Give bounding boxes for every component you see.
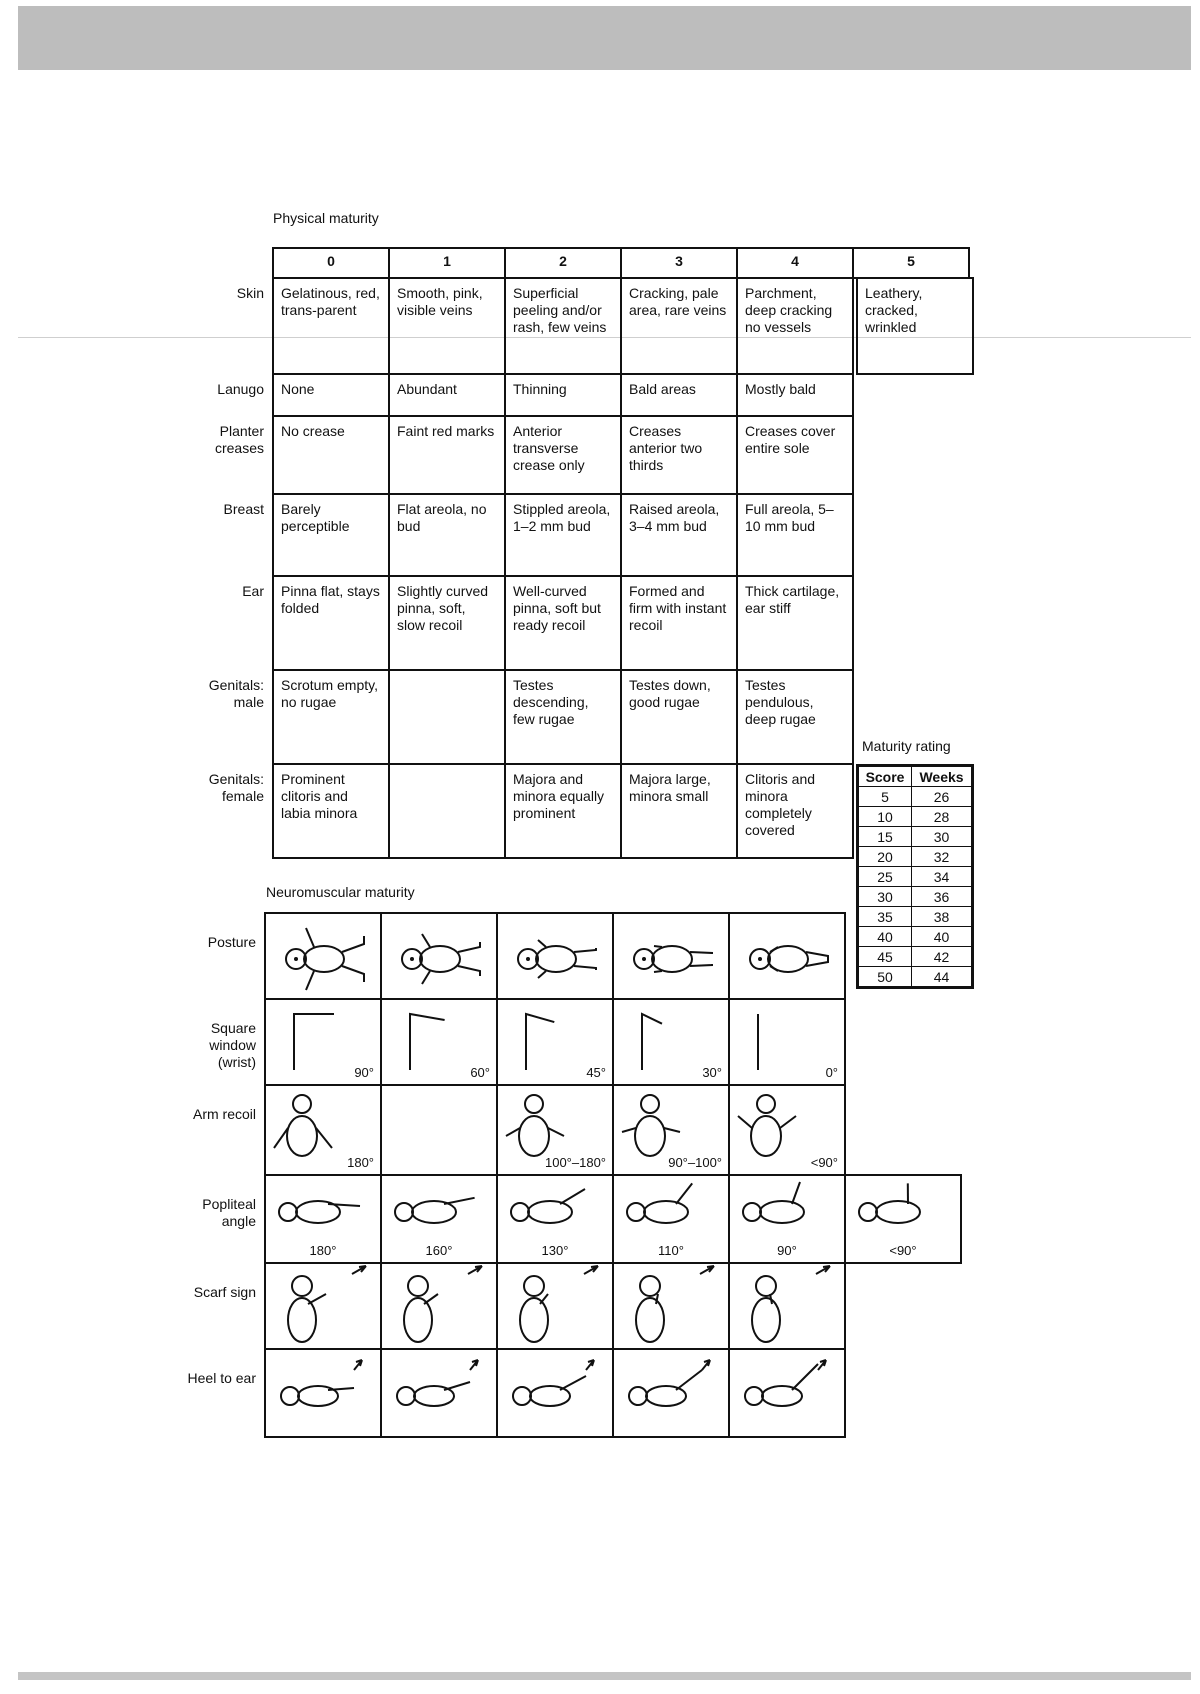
neuromuscular-maturity-title: Neuromuscular maturity [266, 884, 415, 900]
sketch-icon [266, 1350, 384, 1438]
neuro-cell [728, 912, 846, 1000]
angle-caption: 100°–180° [544, 1155, 606, 1170]
neuro-cell [264, 1348, 382, 1438]
score-column-header: 4 [736, 247, 854, 279]
angle-caption: 160° [425, 1243, 453, 1258]
score-column-header: 0 [272, 247, 390, 279]
sketch-icon [266, 914, 384, 1000]
neuro-row-label: Heel to ear [187, 1370, 256, 1386]
physical-cell: Full areola, 5–10 mm bud [736, 493, 854, 577]
rating-row [859, 947, 972, 967]
physical-row-label: Genitals: male [208, 677, 264, 710]
rating-row [859, 867, 972, 887]
sketch-icon [614, 1350, 732, 1438]
weeks-value: 28 [912, 807, 972, 827]
weeks-value: 42 [912, 947, 972, 967]
angle-caption: 110° [658, 1243, 684, 1258]
angle-caption: 60° [470, 1065, 490, 1080]
neuro-row-label: Arm recoil [192, 1106, 256, 1122]
neuro-cell [612, 1084, 730, 1176]
neuro-cell [496, 912, 614, 1000]
physical-cell: Creases cover entire sole [736, 415, 854, 495]
physical-row-label: Skin [236, 285, 264, 301]
physical-cell: Faint red marks [388, 415, 506, 495]
angle-caption: 90°–100° [668, 1155, 722, 1170]
score-column-header: 5 [852, 247, 970, 279]
physical-cell: Pinna flat, stays folded [272, 575, 390, 671]
physical-cell: Stippled areola, 1–2 mm bud [504, 493, 622, 577]
angle-caption: 90° [354, 1065, 374, 1080]
neuro-cell [496, 1174, 614, 1264]
neuro-cell [496, 1262, 614, 1350]
physical-cell: Anterior transverse crease only [504, 415, 622, 495]
score-value: 35 [859, 907, 912, 927]
neuro-cell [728, 998, 846, 1086]
physical-cell: Smooth, pink, visible veins [388, 277, 506, 375]
score-value: 25 [859, 867, 912, 887]
physical-cell [388, 763, 506, 859]
angle-caption: 180° [309, 1243, 337, 1258]
neuro-cell [264, 1262, 382, 1350]
neuro-cell [380, 912, 498, 1000]
score-value: 50 [859, 967, 912, 987]
weeks-header: Weeks [912, 767, 972, 787]
score-column-header: 2 [504, 247, 622, 279]
neuro-cell [496, 998, 614, 1086]
score-value: 45 [859, 947, 912, 967]
sketch-icon [498, 1264, 616, 1350]
weeks-value: 38 [912, 907, 972, 927]
physical-cell: Scrotum empty, no rugae [272, 669, 390, 765]
score-value: 10 [859, 807, 912, 827]
sketch-icon [730, 1350, 848, 1438]
physical-cell: Testes down, good rugae [620, 669, 738, 765]
rating-row [859, 927, 972, 947]
rating-row [859, 827, 972, 847]
rating-row [859, 787, 972, 807]
neuro-cell [264, 1174, 382, 1264]
score-value: 15 [859, 827, 912, 847]
physical-row-label: Lanugo [217, 381, 264, 397]
neuro-cell [380, 1084, 498, 1176]
neuro-cell [728, 1084, 846, 1176]
weeks-value: 34 [912, 867, 972, 887]
neuro-cell [612, 1262, 730, 1350]
top-gray-bar [18, 6, 1191, 70]
neuro-cell [612, 998, 730, 1086]
physical-cell: Formed and firm with instant recoil [620, 575, 738, 671]
rating-row [859, 807, 972, 827]
neuro-row-label: Square window (wrist) [209, 1020, 256, 1070]
physical-cell: Bald areas [620, 373, 738, 417]
score-value: 20 [859, 847, 912, 867]
score-header: Score [859, 767, 912, 787]
angle-caption: 30° [702, 1065, 722, 1080]
neuro-cell [844, 1174, 962, 1264]
weeks-value: 36 [912, 887, 972, 907]
physical-cell: Gelatinous, red, trans-parent [272, 277, 390, 375]
neuro-cell [380, 1348, 498, 1438]
physical-cell: Creases anterior two thirds [620, 415, 738, 495]
physical-cell: Flat areola, no bud [388, 493, 506, 577]
neuro-cell [612, 1174, 730, 1264]
maturity-rating-table [856, 764, 974, 989]
neuro-cell [380, 998, 498, 1086]
sketch-icon [382, 1350, 500, 1438]
neuro-cell [380, 1174, 498, 1264]
rating-row [859, 887, 972, 907]
sketch-icon [382, 914, 500, 1000]
angle-caption: 45° [586, 1065, 606, 1080]
physical-cell: Prominent clitoris and labia minora [272, 763, 390, 859]
bottom-gray-bar [18, 1672, 1191, 1680]
sketch-icon [498, 1350, 616, 1438]
sketch-icon [614, 1264, 732, 1350]
score-value: 5 [859, 787, 912, 807]
neuro-cell [728, 1262, 846, 1350]
neuro-cell [612, 912, 730, 1000]
angle-caption: 0° [825, 1065, 838, 1080]
physical-cell: Thick cartilage, ear stiff [736, 575, 854, 671]
neuro-cell [496, 1084, 614, 1176]
angle-caption: <90° [810, 1155, 838, 1170]
sketch-icon [266, 1264, 384, 1350]
physical-cell: Well-curved pinna, soft but ready recoil [504, 575, 622, 671]
physical-cell: Mostly bald [736, 373, 854, 417]
angle-caption: 180° [347, 1155, 374, 1170]
angle-caption: 130° [541, 1243, 569, 1258]
physical-cell: Parchment, deep cracking no vessels [736, 277, 854, 375]
neuro-row-label: Popliteal angle [202, 1196, 256, 1229]
physical-cell: No crease [272, 415, 390, 495]
neuro-cell [380, 1262, 498, 1350]
sketch-icon [382, 1264, 500, 1350]
sketch-icon [730, 914, 848, 1000]
score-column-header: 3 [620, 247, 738, 279]
maturity-rating-title: Maturity rating [862, 738, 951, 754]
sketch-icon [614, 914, 732, 1000]
physical-row-label: Genitals: female [208, 771, 264, 804]
physical-cell: None [272, 373, 390, 417]
weeks-value: 44 [912, 967, 972, 987]
rating-row [859, 907, 972, 927]
neuro-row-label: Posture [207, 934, 256, 950]
neuro-row-label: Scarf sign [193, 1284, 256, 1300]
physical-cell: Majora and minora equally prominent [504, 763, 622, 859]
physical-cell: Leathery, cracked, wrinkled [856, 277, 974, 375]
physical-cell: Majora large, minora small [620, 763, 738, 859]
sketch-icon [730, 1264, 848, 1350]
physical-cell: Testes descending, few rugae [504, 669, 622, 765]
physical-cell: Thinning [504, 373, 622, 417]
physical-maturity-title: Physical maturity [273, 210, 379, 226]
neuro-cell [612, 1348, 730, 1438]
physical-cell: Testes pendulous, deep rugae [736, 669, 854, 765]
weeks-value: 32 [912, 847, 972, 867]
physical-row-label: Ear [242, 583, 264, 599]
weeks-value: 26 [912, 787, 972, 807]
score-value: 30 [859, 887, 912, 907]
angle-caption: <90° [889, 1243, 917, 1258]
neuro-cell [728, 1348, 846, 1438]
neuro-cell [496, 1348, 614, 1438]
score-value: 40 [859, 927, 912, 947]
angle-caption: 90° [777, 1243, 797, 1258]
physical-row-label: Planter creases [214, 423, 264, 456]
physical-cell: Slightly curved pinna, soft, slow recoil [388, 575, 506, 671]
physical-cell: Superficial peeling and/or rash, few veins [504, 277, 622, 375]
physical-cell: Barely perceptible [272, 493, 390, 577]
physical-cell: Raised areola, 3–4 mm bud [620, 493, 738, 577]
rating-row [859, 847, 972, 867]
physical-cell: Clitoris and minora completely covered [736, 763, 854, 859]
neuro-cell [728, 1174, 846, 1264]
sketch-icon [498, 914, 616, 1000]
neuro-cell [264, 998, 382, 1086]
physical-row-label: Breast [223, 501, 264, 517]
score-column-header: 1 [388, 247, 506, 279]
weeks-value: 30 [912, 827, 972, 847]
rating-row [859, 967, 972, 987]
physical-cell: Abundant [388, 373, 506, 417]
neuro-cell [264, 1084, 382, 1176]
physical-cell: Cracking, pale area, rare veins [620, 277, 738, 375]
physical-cell [388, 669, 506, 765]
neuro-cell [264, 912, 382, 1000]
weeks-value: 40 [912, 927, 972, 947]
